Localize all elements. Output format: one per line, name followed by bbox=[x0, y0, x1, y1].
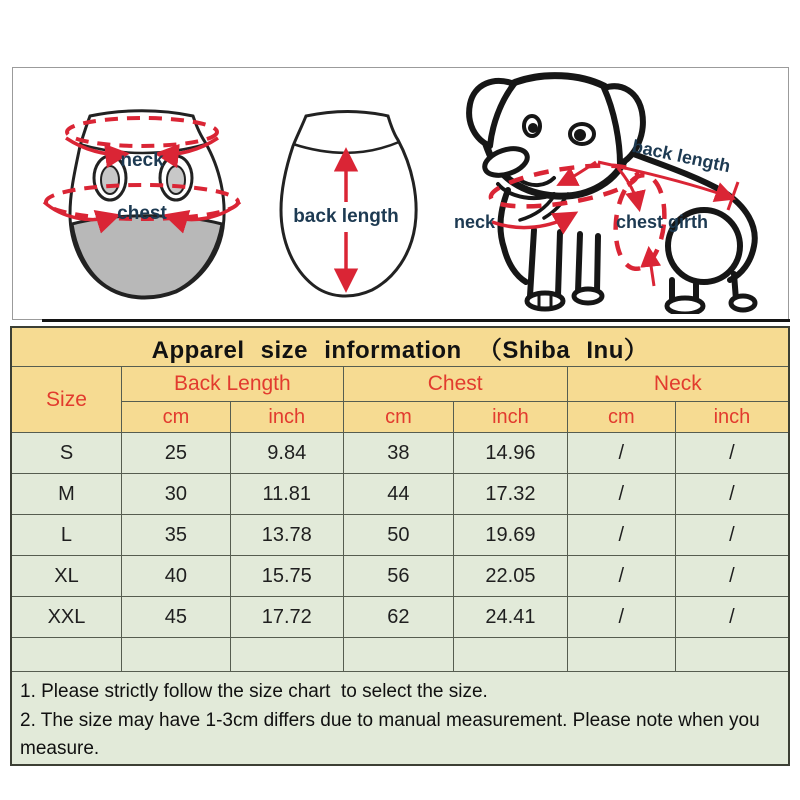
garment-back-outline bbox=[281, 112, 416, 297]
value-cell: 24.41 bbox=[454, 597, 568, 638]
notes bbox=[11, 672, 789, 765]
value-cell: 17.72 bbox=[230, 597, 343, 638]
value-cell: 50 bbox=[343, 515, 453, 556]
value-cell: / bbox=[675, 433, 789, 474]
size-cell: M bbox=[11, 474, 121, 515]
group-header-neck: Neck bbox=[567, 367, 789, 402]
unit-header: inch bbox=[230, 402, 343, 433]
unit-header: cm bbox=[567, 402, 675, 433]
empty-cell bbox=[454, 638, 568, 672]
size-cell: XL bbox=[11, 556, 121, 597]
value-cell: / bbox=[567, 515, 675, 556]
group-header-back-length: Back Length bbox=[121, 367, 343, 402]
empty-cell bbox=[230, 638, 343, 672]
dog-chest-girth-label: chest girth bbox=[616, 212, 709, 232]
value-cell: 44 bbox=[343, 474, 453, 515]
value-cell: 40 bbox=[121, 556, 230, 597]
chest-label: chest bbox=[117, 203, 167, 224]
unit-header: inch bbox=[454, 402, 568, 433]
garment-front-diagram bbox=[30, 102, 255, 309]
size-cell: L bbox=[11, 515, 121, 556]
value-cell: 11.81 bbox=[230, 474, 343, 515]
dog-neck-label: neck bbox=[454, 212, 496, 232]
value-cell: 15.75 bbox=[230, 556, 343, 597]
value-cell: 56 bbox=[343, 556, 453, 597]
value-cell: 25 bbox=[121, 433, 230, 474]
note-line: 1. Please strictly follow the size chart to select the size. bbox=[20, 681, 488, 702]
size-header: Size bbox=[11, 367, 121, 433]
value-cell: 13.78 bbox=[230, 515, 343, 556]
empty-cell bbox=[11, 638, 121, 672]
value-cell: / bbox=[675, 556, 789, 597]
value-cell: / bbox=[675, 474, 789, 515]
value-cell: / bbox=[567, 556, 675, 597]
empty-cell bbox=[567, 638, 675, 672]
value-cell: 17.32 bbox=[454, 474, 568, 515]
table-title: Apparel size information （Shiba Inu） bbox=[11, 327, 789, 367]
value-cell: 62 bbox=[343, 597, 453, 638]
back-length-label: back length bbox=[293, 206, 399, 227]
note-line: 2. The size may have 1-3cm differs due to manual measurement. Please note when you measure. bbox=[20, 709, 765, 759]
divider-rule bbox=[42, 319, 790, 322]
value-cell: / bbox=[567, 433, 675, 474]
table-row bbox=[11, 515, 789, 556]
value-cell: 19.69 bbox=[454, 515, 568, 556]
value-cell: / bbox=[567, 597, 675, 638]
dog-outline bbox=[469, 76, 755, 314]
value-cell: / bbox=[675, 515, 789, 556]
value-cell: / bbox=[675, 597, 789, 638]
value-cell: 45 bbox=[121, 597, 230, 638]
value-cell: 9.84 bbox=[230, 433, 343, 474]
dog-back-length-label: back length bbox=[630, 135, 733, 177]
value-cell: 22.05 bbox=[454, 556, 568, 597]
unit-header: inch bbox=[675, 402, 789, 433]
group-header-chest: Chest bbox=[343, 367, 567, 402]
garment-hem-gray bbox=[72, 216, 222, 297]
table-row bbox=[11, 433, 789, 474]
unit-header: cm bbox=[121, 402, 230, 433]
size-cell: S bbox=[11, 433, 121, 474]
dog-diagram bbox=[448, 72, 790, 314]
value-cell: 30 bbox=[121, 474, 230, 515]
empty-cell bbox=[121, 638, 230, 672]
size-table bbox=[10, 326, 790, 766]
garment-back-diagram bbox=[258, 104, 433, 304]
value-cell: 38 bbox=[343, 433, 453, 474]
size-cell: XXL bbox=[11, 597, 121, 638]
empty-cell bbox=[675, 638, 789, 672]
unit-header: cm bbox=[343, 402, 453, 433]
value-cell: 14.96 bbox=[454, 433, 568, 474]
table-row bbox=[11, 474, 789, 515]
value-cell: / bbox=[567, 474, 675, 515]
table-row bbox=[11, 597, 789, 638]
empty-row bbox=[11, 638, 789, 672]
value-cell: 35 bbox=[121, 515, 230, 556]
neck-label: neck bbox=[120, 150, 164, 171]
empty-cell bbox=[343, 638, 453, 672]
table-row bbox=[11, 556, 789, 597]
